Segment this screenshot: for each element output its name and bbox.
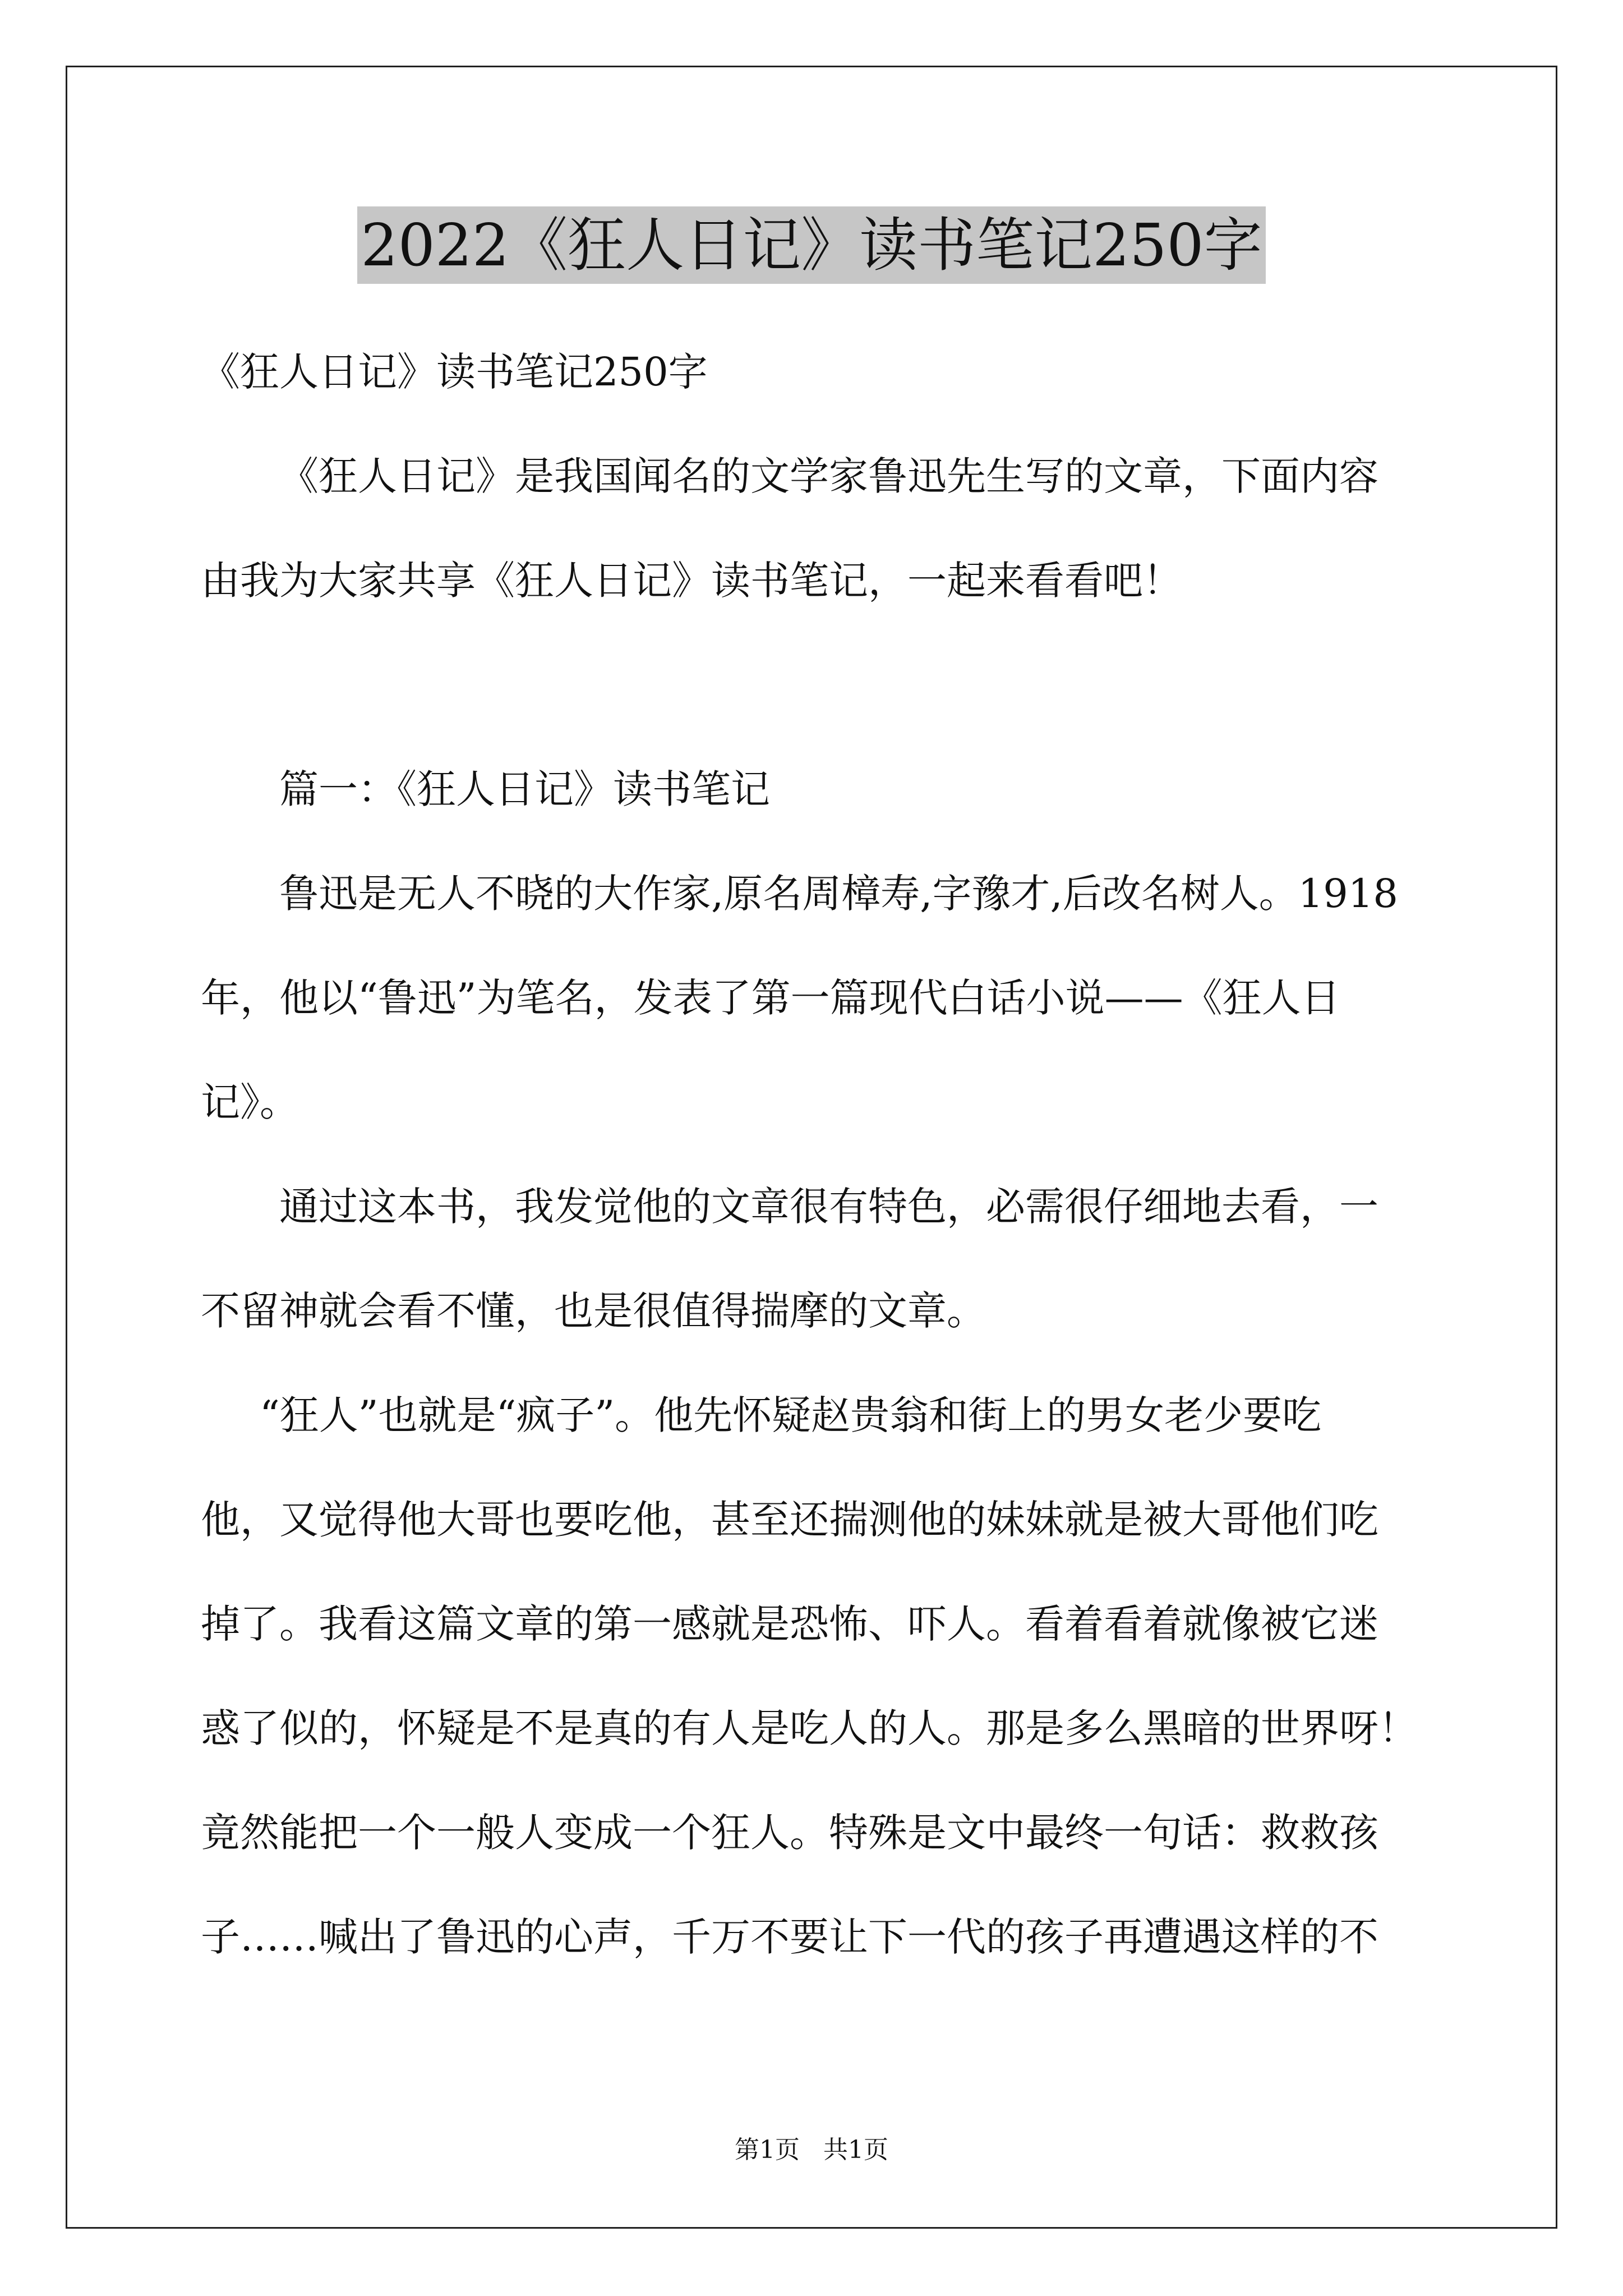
body-line: 记》。 [201,1079,299,1125]
body-line: 惑了似的，怀疑是不是真的有人是吃人的人。那是多么黑暗的世界呀！ [201,1705,1418,1751]
body-line: 鲁迅是无人不晓的大作家,原名周樟寿,字豫才,后改名树人。1918 [279,871,1398,917]
page-number: 第1页 共1页 [735,2136,888,2164]
intro-line: 由我为大家共享《狂人日记》读书笔记，一起来看看吧！ [201,558,1182,604]
document-body [201,320,1429,1989]
body-paragraph-1 [201,841,1429,1154]
intro-paragraph [201,424,1429,633]
body-line: 通过这本书，我发觉他的文章很有特色，必需很仔细地去看，一 [279,1184,1378,1230]
document-title: 2022《狂人日记》读书笔记250字 [357,206,1265,284]
body-line: 竟然能把一个一般人变成一个狂人。特殊是文中最终一句话：救救孩 [201,1810,1378,1856]
body-line: 子……喊出了鲁迅的心声，千万不要让下一代的孩子再遭遇这样的不 [201,1914,1378,1960]
body-line: 掉了。我看这篇文章的第一感就是恐怖、吓人。看着看着就像被它迷 [201,1601,1378,1647]
page-footer [0,2133,1623,2167]
document-subtitle: 《狂人日记》读书笔记250字 [201,349,708,395]
body-line: 年，他以“鲁迅”为笔名，发表了第一篇现代白话小说——《狂人日 [201,975,1340,1021]
body-line: 他，又觉得他大哥也要吃他，甚至还揣测他的妹妹就是被大哥他们吃 [201,1497,1378,1543]
blank-line [201,633,1429,737]
body-line: 不留神就会看不懂，也是很值得揣摩的文章。 [201,1288,986,1334]
section-heading: 篇一：《狂人日记》读书笔记 [279,766,770,812]
body-line: “狂人”也就是“疯子”。他先怀疑赵贵翁和街上的男女老少要吃 [260,1392,1322,1438]
title-container [0,206,1623,284]
body-paragraph-3 [201,1363,1429,1989]
intro-line: 《狂人日记》是我国闻名的文学家鲁迅先生写的文章，下面内容 [279,453,1378,499]
body-paragraph-2 [201,1154,1429,1363]
